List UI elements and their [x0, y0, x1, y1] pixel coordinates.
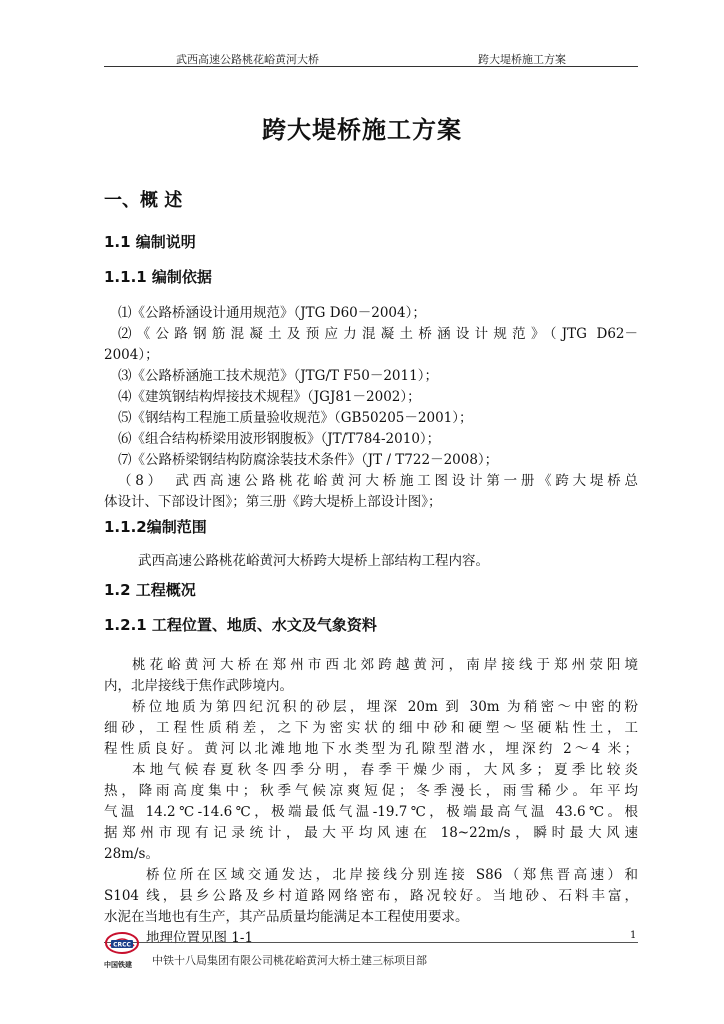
page-number: 1 — [630, 930, 637, 941]
footer-divider — [104, 942, 638, 943]
reference-item: ⑹《组合结构桥梁用波形钢腹板》（JT/T784-2010）； — [118, 431, 441, 447]
figure-reference: 地理位置见图 1-1 — [146, 930, 254, 946]
reference-item-continuation: 2004）； — [104, 347, 159, 363]
crcc-logo-icon — [104, 930, 140, 960]
header-project-name: 武西高速公路桃花峪黄河大桥 — [176, 53, 319, 66]
reference-item: ⑵《公路钢筋混凝土及预应力混凝土桥涵设计规范》（JTG D62－ — [118, 326, 638, 342]
reference-item: ⑶《公路桥涵施工技术规范》（JTG/T F50－2011）； — [118, 368, 438, 384]
logo-mark-text: CRCC — [113, 941, 131, 949]
reference-item: （8） 武西高速公路桃花峪黄河大桥施工图设计第一册《跨大堤桥总 — [118, 473, 638, 489]
paragraph-line: 程性质良好。黄河以北滩地地下水类型为孔隙型潜水，埋深约 2～4 米； — [104, 741, 638, 757]
footer-company: 中铁十八局集团有限公司桃花峪黄河大桥土建三标项目部 — [152, 954, 427, 967]
paragraph-line: 内，北岸接线于焦作武陟境内。 — [104, 678, 293, 694]
paragraph-line: 28m/s。 — [104, 846, 159, 862]
heading-1-1: 1.1 编制说明 — [104, 233, 196, 251]
paragraph-line: 水泥在当地也有生产，其产品质量均能满足本工程使用要求。 — [104, 909, 469, 925]
heading-1-1-1: 1.1.1 编制依据 — [104, 268, 212, 286]
heading-1-1-2: 1.1.2编制范围 — [104, 518, 207, 536]
paragraph-line: S104 线，县乡公路及乡村道路网络密布，路况较好。当地砂、石料丰富， — [104, 888, 638, 904]
header-divider — [104, 66, 638, 67]
heading-1-2: 1.2 工程概况 — [104, 581, 196, 599]
paragraph-line: 气温 14.2℃-14.6℃，极端最低气温-19.7℃，极端最高气温 43.6℃。根 — [104, 804, 638, 820]
section-heading-overview: 一、概 述 — [104, 190, 183, 211]
reference-item: ⑺《公路桥梁钢结构防腐涂装技术条件》（JT / T722－2008）； — [118, 452, 499, 468]
header-document-name: 跨大堤桥施工方案 — [478, 53, 566, 66]
paragraph-line: 桥位地质为第四纪沉积的砂层，埋深 20m 到 30m 为稍密～中密的粉 — [132, 699, 638, 715]
paragraph-line: 热，降雨高度集中；秋季气候凉爽短促；冬季漫长，雨雪稀少。年平均 — [104, 783, 638, 799]
paragraph-line: 桥位所在区域交通发达，北岸接线分别连接 S86（郑焦晋高速）和 — [146, 867, 638, 883]
scope-paragraph: 武西高速公路桃花峪黄河大桥跨大堤桥上部结构工程内容。 — [138, 553, 489, 569]
logo-caption: 中国铁建 — [104, 961, 132, 969]
heading-1-2-1: 1.2.1 工程位置、地质、水文及气象资料 — [104, 616, 377, 634]
paragraph-line: 桃花峪黄河大桥在郑州市西北郊跨越黄河，南岸接线于郑州荥阳境 — [132, 657, 638, 673]
reference-item: ⑸《钢结构工程施工质量验收规范》（GB50205－2001）； — [118, 410, 473, 426]
paragraph-line: 细砂，工程性质稍差，之下为密实状的细中砂和硬塑～坚硬粘性土，工 — [104, 720, 638, 736]
document-title: 跨大堤桥施工方案 — [262, 116, 462, 144]
paragraph-line: 本地气候春夏秋冬四季分明，春季干燥少雨，大风多；夏季比较炎 — [132, 762, 638, 778]
paragraph-line: 据郑州市现有记录统计，最大平均风速在 18~22m/s，瞬时最大风速 — [104, 825, 638, 841]
reference-item-continuation: 体设计、下部设计图》；第三册《跨大堤桥上部设计图》； — [104, 494, 442, 510]
reference-item: ⑷《建筑钢结构焊接技术规程》（JGJ81－2002）； — [118, 389, 421, 405]
reference-item: ⑴《公路桥涵设计通用规范》（JTG D60－2004）； — [118, 305, 426, 321]
